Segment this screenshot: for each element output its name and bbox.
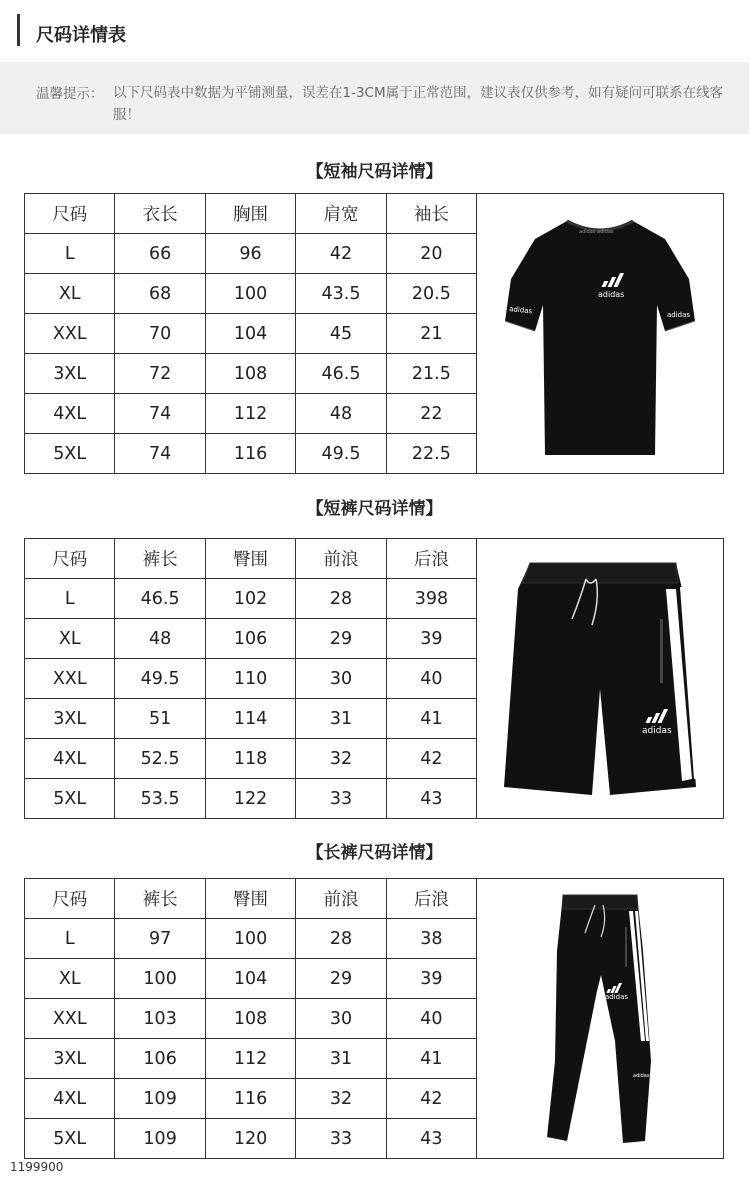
table-cell: 5XL bbox=[25, 434, 115, 474]
header-accent-bar bbox=[17, 14, 20, 46]
svg-text:adidas: adidas bbox=[667, 310, 691, 319]
header-cell: 后浪 bbox=[386, 879, 476, 919]
table-cell: XL bbox=[25, 619, 115, 659]
table-cell: 31 bbox=[296, 1039, 386, 1079]
table-cell: 96 bbox=[205, 234, 295, 274]
table-cell: 114 bbox=[205, 699, 295, 739]
table-cell: 66 bbox=[115, 234, 205, 274]
table-cell: 29 bbox=[296, 959, 386, 999]
table-cell: 112 bbox=[205, 1039, 295, 1079]
table-cell: 21 bbox=[386, 314, 476, 354]
table-cell: 28 bbox=[296, 919, 386, 959]
table-cell: 103 bbox=[115, 999, 205, 1039]
table-cell: 21.5 bbox=[386, 354, 476, 394]
table-cell: 49.5 bbox=[296, 434, 386, 474]
table-cell: 5XL bbox=[25, 1119, 115, 1159]
table-cell: 109 bbox=[115, 1119, 205, 1159]
table-cell: 43 bbox=[386, 1119, 476, 1159]
table-cell: 74 bbox=[115, 394, 205, 434]
table-cell: XXL bbox=[25, 314, 115, 354]
table-cell: 4XL bbox=[25, 1079, 115, 1119]
table-cell: 20 bbox=[386, 234, 476, 274]
table-cell: 29 bbox=[296, 619, 386, 659]
table-cell: 39 bbox=[386, 959, 476, 999]
table-cell: 109 bbox=[115, 1079, 205, 1119]
section-title-shorts: 【短裤尺码详情】 bbox=[306, 499, 443, 519]
product-image-tshirt bbox=[477, 194, 724, 474]
table-cell: 42 bbox=[386, 1079, 476, 1119]
table-cell: 118 bbox=[205, 739, 295, 779]
page-title: 尺码详情表 bbox=[36, 25, 126, 46]
product-image-shorts bbox=[477, 539, 724, 819]
table-cell: 398 bbox=[386, 579, 476, 619]
table-cell: 116 bbox=[205, 1079, 295, 1119]
table-cell: 48 bbox=[115, 619, 205, 659]
table-cell: L bbox=[25, 919, 115, 959]
table-cell: 31 bbox=[296, 699, 386, 739]
table-cell: 32 bbox=[296, 1079, 386, 1119]
header-cell: 裤长 bbox=[115, 539, 205, 579]
logo-text: adidas bbox=[605, 992, 629, 1001]
logo-text: adidas bbox=[598, 289, 625, 299]
table-cell: 22.5 bbox=[386, 434, 476, 474]
pants-icon bbox=[545, 891, 655, 1147]
table-cell: XXL bbox=[25, 999, 115, 1039]
tshirt-icon bbox=[505, 209, 695, 459]
svg-text:adidas: adidas bbox=[508, 304, 533, 315]
header-cell: 肩宽 bbox=[296, 194, 386, 234]
table-cell: 20.5 bbox=[386, 274, 476, 314]
table-cell: 41 bbox=[386, 1039, 476, 1079]
notice-label: 温馨提示： bbox=[36, 86, 104, 102]
header-cell: 前浪 bbox=[296, 539, 386, 579]
table-cell: 106 bbox=[205, 619, 295, 659]
table-cell: 4XL bbox=[25, 394, 115, 434]
table-cell: 40 bbox=[386, 659, 476, 699]
table-cell: 70 bbox=[115, 314, 205, 354]
footer-code: 1199900 bbox=[10, 1160, 64, 1174]
table-cell: 108 bbox=[205, 354, 295, 394]
table-cell: 5XL bbox=[25, 779, 115, 819]
table-cell: 116 bbox=[205, 434, 295, 474]
table-cell: 106 bbox=[115, 1039, 205, 1079]
table-cell: 3XL bbox=[25, 354, 115, 394]
table-cell: 53.5 bbox=[115, 779, 205, 819]
table-cell: 48 bbox=[296, 394, 386, 434]
table-cell: 28 bbox=[296, 579, 386, 619]
table-cell: 43 bbox=[386, 779, 476, 819]
table-cell: 51 bbox=[115, 699, 205, 739]
table-cell: 30 bbox=[296, 659, 386, 699]
svg-text:adidas adidas: adidas adidas bbox=[579, 228, 614, 235]
table-cell: L bbox=[25, 579, 115, 619]
table-header-row bbox=[25, 879, 724, 919]
notice-box bbox=[0, 62, 749, 134]
table-header-row bbox=[25, 539, 724, 579]
table-cell: 68 bbox=[115, 274, 205, 314]
header-cell: 袖长 bbox=[386, 194, 476, 234]
table-cell: 104 bbox=[205, 314, 295, 354]
product-image-pants bbox=[477, 879, 724, 1159]
table-cell: XL bbox=[25, 274, 115, 314]
table-cell: 22 bbox=[386, 394, 476, 434]
table-cell: 100 bbox=[115, 959, 205, 999]
logo-text: adidas bbox=[642, 725, 672, 736]
header-cell: 衣长 bbox=[115, 194, 205, 234]
page-header bbox=[0, 0, 749, 62]
table-cell: 30 bbox=[296, 999, 386, 1039]
table-cell: 74 bbox=[115, 434, 205, 474]
header-cell: 尺码 bbox=[25, 194, 115, 234]
table-cell: 120 bbox=[205, 1119, 295, 1159]
table-cell: 3XL bbox=[25, 699, 115, 739]
table-cell: 122 bbox=[205, 779, 295, 819]
table-cell: 40 bbox=[386, 999, 476, 1039]
shorts-icon bbox=[500, 559, 700, 799]
table-cell: 100 bbox=[205, 919, 295, 959]
svg-text:adidas: adidas bbox=[633, 1072, 650, 1079]
table-cell: 49.5 bbox=[115, 659, 205, 699]
table-cell: XL bbox=[25, 959, 115, 999]
size-table-shorts bbox=[24, 538, 724, 819]
table-cell: 102 bbox=[205, 579, 295, 619]
table-cell: 38 bbox=[386, 919, 476, 959]
table-header-row bbox=[25, 194, 724, 234]
header-cell: 胸围 bbox=[205, 194, 295, 234]
table-cell: 42 bbox=[386, 739, 476, 779]
table-cell: 46.5 bbox=[296, 354, 386, 394]
table-cell: 45 bbox=[296, 314, 386, 354]
table-cell: 112 bbox=[205, 394, 295, 434]
header-cell: 前浪 bbox=[296, 879, 386, 919]
section-title-tshirt: 【短袖尺码详情】 bbox=[306, 162, 443, 182]
table-cell: 46.5 bbox=[115, 579, 205, 619]
table-cell: 39 bbox=[386, 619, 476, 659]
notice-text: 以下尺码表中数据为平铺测量，误差在1-3CM属于正常范围，建议表仅供参考，如有疑问可联系在线客服！ bbox=[113, 85, 724, 123]
section-title-pants: 【长裤尺码详情】 bbox=[306, 843, 443, 863]
table-cell: 110 bbox=[205, 659, 295, 699]
table-cell: 104 bbox=[205, 959, 295, 999]
table-cell: 43.5 bbox=[296, 274, 386, 314]
size-table-pants bbox=[24, 878, 724, 1159]
table-cell: 3XL bbox=[25, 1039, 115, 1079]
header-cell: 尺码 bbox=[25, 879, 115, 919]
table-cell: 32 bbox=[296, 739, 386, 779]
size-table-tshirt bbox=[24, 193, 724, 474]
table-cell: 108 bbox=[205, 999, 295, 1039]
header-cell: 臀围 bbox=[205, 539, 295, 579]
header-cell: 裤长 bbox=[115, 879, 205, 919]
table-cell: 41 bbox=[386, 699, 476, 739]
table-cell: 100 bbox=[205, 274, 295, 314]
header-cell: 后浪 bbox=[386, 539, 476, 579]
table-cell: 33 bbox=[296, 779, 386, 819]
header-cell: 臀围 bbox=[205, 879, 295, 919]
table-cell: 42 bbox=[296, 234, 386, 274]
table-cell: 52.5 bbox=[115, 739, 205, 779]
table-cell: XXL bbox=[25, 659, 115, 699]
table-cell: 97 bbox=[115, 919, 205, 959]
table-cell: 4XL bbox=[25, 739, 115, 779]
table-cell: 72 bbox=[115, 354, 205, 394]
table-cell: L bbox=[25, 234, 115, 274]
table-cell: 33 bbox=[296, 1119, 386, 1159]
header-cell: 尺码 bbox=[25, 539, 115, 579]
